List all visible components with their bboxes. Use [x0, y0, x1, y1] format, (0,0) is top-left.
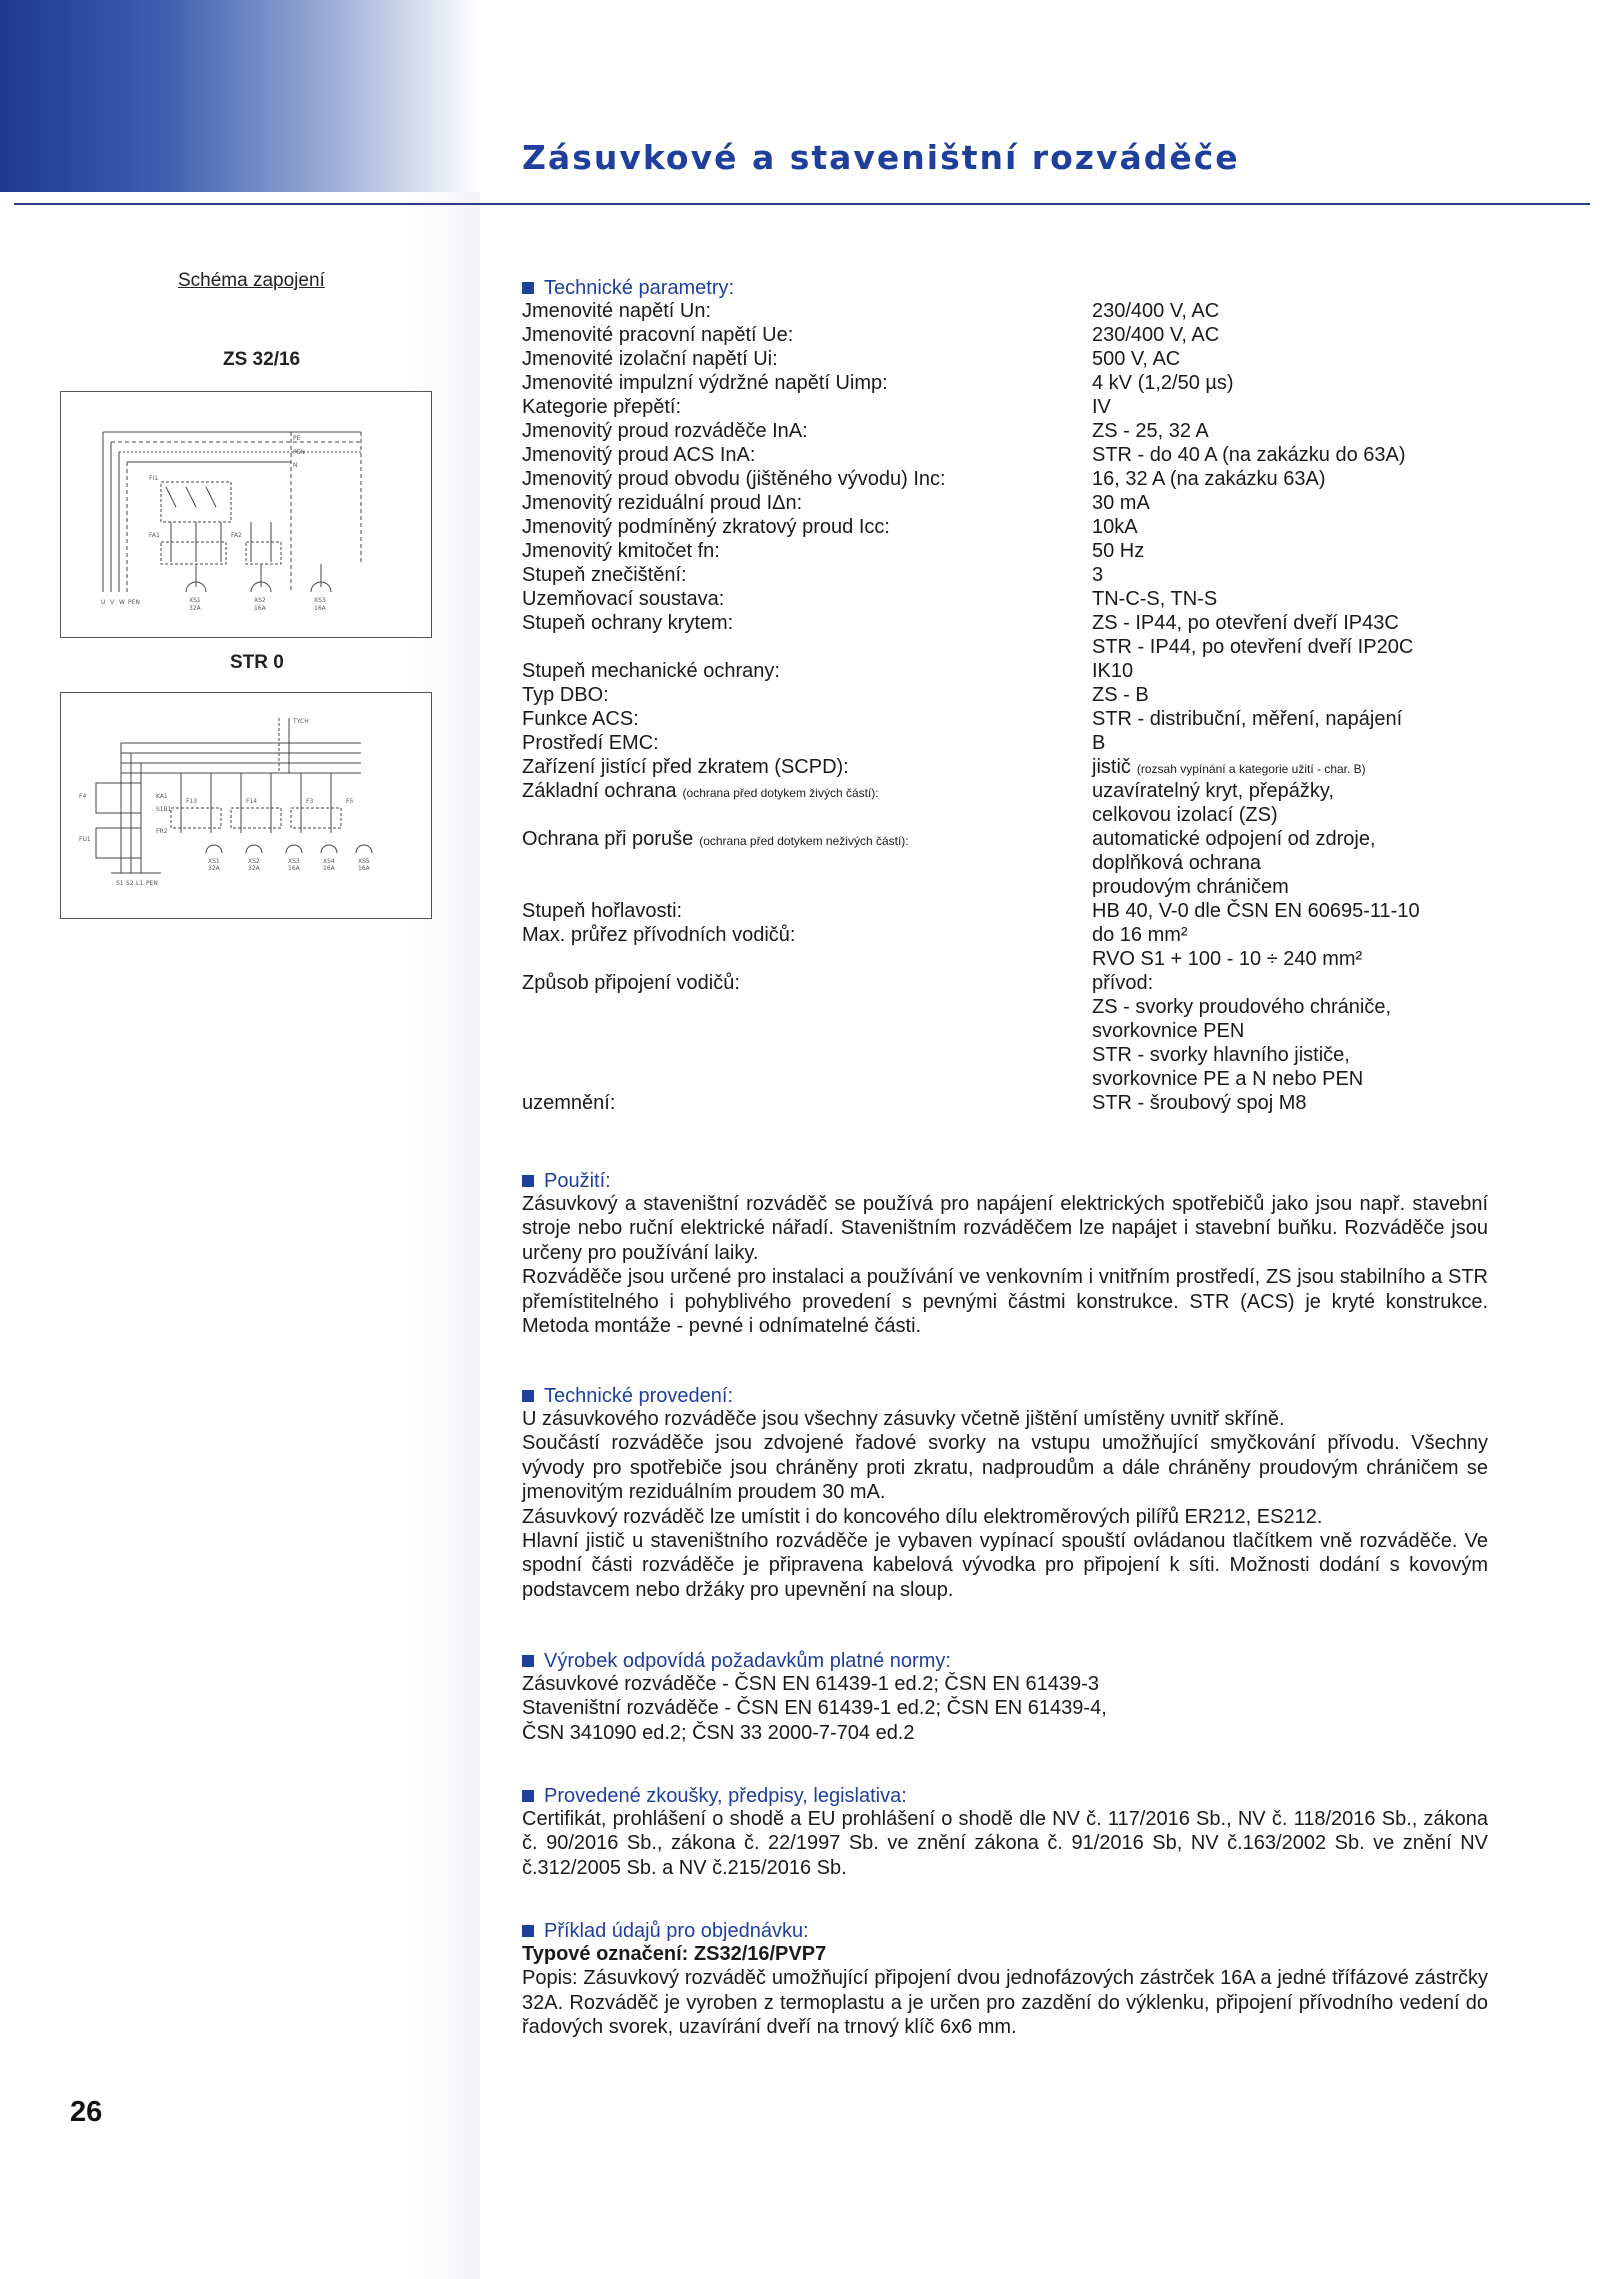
param-label-text: Stupeň mechanické ochrany:: [522, 660, 780, 682]
square-bullet-icon: [522, 1390, 534, 1402]
pouziti-heading: [522, 1170, 1488, 1192]
d2-label-s2: S2: [126, 880, 134, 887]
param-label: [522, 1091, 615, 1115]
param-label-text: Jmenovité napětí Un:: [522, 300, 711, 322]
d2-label-f3: F3: [306, 798, 314, 805]
pouziti-text-1: Zásuvkový a staveništní rozváděč se používá pro napájení elektrických spotřebičů jako jsou např. stavební stroje nebo ruční elektrické nářadí. Staveništním rozváděčem lze napájet i stavební buňku. Rozváděče jsou určeny pro používání laiky.: [522, 1193, 1488, 1264]
d2-label-pen: PEN: [146, 880, 158, 887]
d2-label-tych: TYCH: [293, 718, 309, 725]
param-value: [1092, 923, 1188, 947]
schema-heading: Schéma zapojení: [178, 270, 325, 291]
param-label-text: Stupeň ochrany krytem:: [522, 612, 734, 634]
param-value-text: celkovou izolací (ZS): [1092, 804, 1278, 826]
param-row: [522, 419, 1522, 443]
provedeni-text-3: Zásuvkový rozváděč lze umístit i do koncového dílu elektroměrových pilířů ER212, ES212.: [522, 1505, 1323, 1528]
square-bullet-icon: [522, 1175, 534, 1187]
param-row: [522, 515, 1522, 539]
param-label: [522, 731, 659, 755]
param-value-text: TN-C-S, TN-S: [1092, 588, 1218, 610]
param-value: [1092, 1043, 1350, 1067]
param-value: [1092, 443, 1406, 467]
objednavka-heading-text: Příklad údajů pro objednávku:: [544, 1919, 809, 1942]
param-label-text: Ochrana při poruše: [522, 828, 694, 850]
param-value: [1092, 1019, 1244, 1043]
param-row: [522, 851, 1522, 875]
param-row: [522, 635, 1522, 659]
param-value: [1092, 755, 1366, 781]
param-value-text: IK10: [1092, 660, 1134, 682]
param-value: [1092, 419, 1209, 443]
param-value-text: B: [1092, 732, 1106, 754]
param-value-text: ZS - IP44, po otevření dveří IP43C: [1092, 612, 1399, 634]
d2-label-ka1: KA1: [156, 793, 168, 800]
param-label: [522, 371, 888, 395]
provedeni-heading-text: Technické provedení:: [544, 1384, 734, 1407]
pouziti-heading-text: Použití:: [544, 1169, 611, 1192]
param-label: [522, 395, 681, 419]
zkousky-text: Certifikát, prohlášení o shodě a EU prohlášení o shodě dle NV č. 117/2016 Sb., NV č. 118/2016 Sb., zákona č. 90/2016 Sb., zákona č. 22/1997 Sb. ve znění zákona č. 91/2016 Sb, NV č.163/2002 Sb. ve znění NV č.312/2005 Sb. a NV č.215/2016 Sb.: [522, 1808, 1488, 1879]
param-label: [522, 515, 890, 539]
param-row: [522, 347, 1522, 371]
param-value: [1092, 1067, 1363, 1091]
d1-label-w: W: [119, 599, 125, 606]
param-value: [1092, 899, 1420, 923]
param-label-note: (ochrana před dotykem živých částí):: [682, 786, 879, 800]
param-value-text: ZS - 25, 32 A: [1092, 420, 1209, 442]
param-value-text: 500 V, AC: [1092, 348, 1181, 370]
objednavka-heading: [522, 1920, 1488, 1942]
square-bullet-icon: [522, 1925, 534, 1937]
param-value: [1092, 371, 1234, 395]
param-label-text: Zařízení jistící před zkratem (SCPD):: [522, 756, 849, 778]
normy-line-1: Zásuvkové rozváděče - ČSN EN 61439-1 ed.2; ČSN EN 61439-3: [522, 1673, 1099, 1695]
param-row: [522, 731, 1522, 755]
param-value: [1092, 827, 1376, 851]
wiring-diagram-zs: [60, 391, 432, 638]
param-value-text: 10kA: [1092, 516, 1138, 538]
param-value-text: STR - distribuční, měření, napájení: [1092, 708, 1403, 730]
param-row: [522, 803, 1522, 827]
param-label: [522, 971, 740, 995]
param-label: [522, 347, 778, 371]
param-value: [1092, 587, 1217, 611]
param-value-text: STR - šroubový spoj M8: [1092, 1092, 1307, 1114]
param-value: [1092, 611, 1399, 635]
param-row: [522, 683, 1522, 707]
param-value-text: 50 Hz: [1092, 540, 1145, 562]
param-value-text: 16, 32 A (na zakázku 63A): [1092, 468, 1326, 490]
param-row: [522, 395, 1522, 419]
param-row: [522, 947, 1522, 971]
param-label: [522, 755, 849, 779]
wiring-diagram-zs-svg: [61, 392, 431, 637]
param-row: [522, 1019, 1522, 1043]
param-value: [1092, 779, 1334, 803]
param-value-text: do 16 mm²: [1092, 924, 1188, 946]
param-value: [1092, 491, 1150, 515]
square-bullet-icon: [522, 1655, 534, 1667]
param-value-text: svorkovnice PE a N nebo PEN: [1092, 1068, 1364, 1090]
param-label-text: Základní ochrana: [522, 780, 677, 802]
param-label-text: Max. průřez přívodních vodičů:: [522, 924, 796, 946]
d1-label-v: V: [110, 599, 115, 606]
d2-label-f5: F5: [346, 798, 354, 805]
param-label-text: Prostředí EMC:: [522, 732, 659, 754]
d1-label-xs3: XS3: [314, 597, 326, 604]
param-row: [522, 923, 1522, 947]
param-label-text: Stupeň znečištění:: [522, 564, 687, 586]
param-row: [522, 1043, 1522, 1067]
param-value: [1092, 875, 1289, 899]
provedeni-text-1: U zásuvkového rozváděče jsou všechny zásuvky včetně jištění umístěny uvnitř skříně.: [522, 1408, 1285, 1430]
param-row: [522, 443, 1522, 467]
param-value: [1092, 635, 1413, 659]
param-row: [522, 371, 1522, 395]
d1-label-fi1: FI1: [149, 475, 159, 482]
square-bullet-icon: [522, 1790, 534, 1802]
d1-label-xs1: XS1: [189, 597, 201, 604]
d1-label-pen2: PEN: [128, 599, 140, 606]
param-label: [522, 491, 802, 515]
param-label-text: Způsob připojení vodičů:: [522, 972, 740, 994]
param-value: [1092, 1091, 1307, 1115]
param-value-text: 230/400 V, AC: [1092, 300, 1220, 322]
param-value: [1092, 971, 1153, 995]
param-label: [522, 467, 946, 491]
diagram2-label: STR 0: [230, 652, 284, 673]
param-label-text: Jmenovité pracovní napětí Ue:: [522, 324, 794, 346]
param-label: [522, 779, 879, 805]
d2-label-fu1: FU1: [79, 836, 91, 843]
param-value-text: HB 40, V-0 dle ČSN EN 60695-11-10: [1092, 900, 1420, 922]
d2-label-xs1: XS1: [208, 858, 220, 865]
param-row: [522, 587, 1522, 611]
d1-label-fa1: FA1: [149, 532, 160, 539]
section-provedeni: [522, 1385, 1488, 1602]
param-label-text: Uzemňovací soustava:: [522, 588, 725, 610]
d2-label-xs4-rating: 16A: [323, 865, 335, 872]
param-label: [522, 539, 720, 563]
param-value: [1092, 539, 1144, 563]
param-value: [1092, 683, 1149, 707]
d1-label-xs2-rating: 16A: [254, 605, 266, 612]
d2-label-f4: F4: [79, 793, 87, 800]
param-row: [522, 491, 1522, 515]
param-label-text: uzemnění:: [522, 1092, 616, 1114]
param-label-text: Jmenovitý proud obvodu (jištěného vývodu) Inc:: [522, 468, 946, 490]
param-row: [522, 611, 1522, 635]
param-label: [522, 563, 687, 587]
d1-label-u: U: [101, 599, 106, 606]
param-label-text: Typ DBO:: [522, 684, 609, 706]
param-row: [522, 1091, 1522, 1115]
provedeni-heading: [522, 1385, 1488, 1407]
square-bullet-icon: [522, 282, 534, 294]
title-rule: [14, 203, 1590, 205]
param-value: [1092, 515, 1138, 539]
objednavka-typ: Typové označení: ZS32/16/PVP7: [522, 1943, 827, 1965]
param-label: [522, 899, 682, 923]
d1-label-pen: PEN: [293, 449, 305, 456]
param-value-text: STR - IP44, po otevření dveří IP20C: [1092, 636, 1414, 658]
d2-label-xs2: XS2: [248, 858, 260, 865]
d2-label-s1: S1: [116, 880, 124, 887]
tech-params-rows: [522, 299, 1522, 1115]
d2-label-xs3: XS3: [288, 858, 300, 865]
param-value: [1092, 347, 1180, 371]
param-label-text: Jmenovitý podmíněný zkratový proud Icc:: [522, 516, 890, 538]
d2-label-f14: F14: [246, 798, 258, 805]
normy-heading: [522, 1650, 1488, 1672]
param-label: [522, 923, 795, 947]
tech-params-heading-text: Technické parametry:: [544, 276, 735, 299]
param-row: [522, 659, 1522, 683]
param-label: [522, 299, 711, 323]
param-value: [1092, 323, 1219, 347]
param-row: [522, 539, 1522, 563]
param-value-text: jistič: [1092, 756, 1131, 778]
param-label: [522, 707, 639, 731]
provedeni-text-2: Součástí rozváděče jsou zdvojené řadové svorky na vstupu umožňující smyčkování přívodu. Všechny vývody pro spotřebiče jsou chráněny proti zkratu, nadproudům a dále chráněny proudovým chráničem se jmenovitým reziduálním proudem 30 mA.: [522, 1432, 1488, 1504]
d2-label-xs1-rating: 32A: [208, 865, 220, 872]
section-zkousky: [522, 1785, 1488, 1880]
param-value-text: STR - do 40 A (na zakázku do 63A): [1092, 444, 1406, 466]
d2-label-xs4: XS4: [323, 858, 335, 865]
param-value-text: ZS - svorky proudového chrániče,: [1092, 996, 1392, 1018]
normy-heading-text: Výrobek odpovídá požadavkům platné normy:: [544, 1649, 951, 1672]
param-row: [522, 467, 1522, 491]
param-label: [522, 611, 733, 635]
objednavka-popis: Popis: Zásuvkový rozváděč umožňující připojení dvou jednofázových zástrček 16A a jedné třífázové zástrčky 32A. Rozváděč je vyroben z termoplastu a je určen pro zazdění do výklenku, připojení přívodního vedení do řadových svorek, uzavírání dveří na trnový klíč 6x6 mm.: [522, 1967, 1488, 2039]
param-label: [522, 587, 724, 611]
param-label: [522, 323, 793, 347]
normy-line-3: ČSN 341090 ed.2; ČSN 33 2000-7-704 ed.2: [522, 1721, 915, 1744]
zkousky-heading: [522, 1785, 1488, 1807]
param-label: [522, 419, 808, 443]
provedeni-text-4: Hlavní jistič u staveništního rozváděče je vybaven vypínací spouští ovládanou tlačítkem vně rozváděče. Ve spodní části rozváděče je připravena kabelová vývodka pro připojení k síti. Možnosti dodání s kovovým podstavcem nebo držáky pro upevnění na sloup.: [522, 1530, 1488, 1601]
param-value: [1092, 395, 1111, 419]
param-label-text: Jmenovitý kmitočet fn:: [522, 540, 720, 562]
param-value: [1092, 803, 1278, 827]
param-label-text: Stupeň hořlavosti:: [522, 900, 683, 922]
param-label-note: (ochrana před dotykem neživých částí):: [699, 834, 909, 848]
param-value: [1092, 995, 1391, 1019]
d1-label-n: N: [293, 462, 298, 469]
param-value-text: 4 kV (1,2/50 µs): [1092, 372, 1234, 394]
param-value-text: 230/400 V, AC: [1092, 324, 1220, 346]
page-title: Zásuvkové a staveništní rozváděče: [522, 138, 1240, 177]
param-value-text: uzavíratelný kryt, přepážky,: [1092, 780, 1334, 802]
param-value-text: ZS - B: [1092, 684, 1149, 706]
param-value-text: 30 mA: [1092, 492, 1150, 514]
section-objednavka: [522, 1920, 1488, 2040]
param-value: [1092, 563, 1103, 587]
param-row: [522, 299, 1522, 323]
section-pouziti: [522, 1170, 1488, 1338]
d2-label-fr2: FR2: [156, 828, 168, 835]
param-row: [522, 995, 1522, 1019]
param-value: [1092, 707, 1402, 731]
param-row: [522, 323, 1522, 347]
param-label-text: Kategorie přepětí:: [522, 396, 681, 418]
pouziti-text-2: Rozváděče jsou určené pro instalaci a používání ve venkovním i vnitřním prostředí, ZS jsou stabilního a STR přemístitelného i pohyblivého provedení s pevnými částmi konstrukce. STR (ACS) je kryté konstrukce. Metoda montáže - pevné i odnímatelné části.: [522, 1266, 1488, 1338]
param-row: [522, 1067, 1522, 1091]
d2-label-xs5: XS5: [358, 858, 370, 865]
param-row: [522, 827, 1522, 851]
param-row: [522, 707, 1522, 731]
param-label-text: Jmenovité impulzní výdržné napětí Uimp:: [522, 372, 888, 394]
param-value-text: přívod:: [1092, 972, 1154, 994]
param-value: [1092, 659, 1133, 683]
wiring-diagram-str: [60, 692, 432, 919]
section-normy: [522, 1650, 1488, 1745]
param-label: [522, 827, 909, 853]
param-value-text: STR - svorky hlavního jističe,: [1092, 1044, 1350, 1066]
param-value: [1092, 947, 1362, 971]
d1-label-pe: PE: [293, 435, 301, 442]
param-row: [522, 779, 1522, 803]
d2-label-xs3-rating: 16A: [288, 865, 300, 872]
d2-label-s1b1: S1B1: [156, 806, 172, 813]
param-value-text: proudovým chráničem: [1092, 876, 1289, 898]
param-value: [1092, 299, 1219, 323]
param-value-text: 3: [1092, 564, 1104, 586]
param-label-text: Funkce ACS:: [522, 708, 639, 730]
param-row: [522, 563, 1522, 587]
param-row: [522, 971, 1522, 995]
tech-params: [522, 277, 1522, 1115]
param-value-text: doplňková ochrana: [1092, 852, 1262, 874]
normy-line-2: Staveništní rozváděče - ČSN EN 61439-1 ed.2; ČSN EN 61439-4,: [522, 1697, 1107, 1720]
d2-label-f13: F13: [186, 798, 198, 805]
corner-gradient-decoration: [0, 0, 480, 192]
zkousky-heading-text: Provedené zkoušky, předpisy, legislativa:: [544, 1784, 907, 1807]
param-label: [522, 659, 780, 683]
tech-params-heading: [522, 277, 1522, 299]
param-value-text: IV: [1092, 396, 1111, 418]
param-label: [522, 443, 755, 467]
param-value: [1092, 851, 1261, 875]
param-row: [522, 899, 1522, 923]
param-label: [522, 683, 609, 707]
param-value: [1092, 731, 1105, 755]
d2-label-xs5-rating: 16A: [358, 865, 370, 872]
page-number: 26: [70, 2096, 103, 2128]
param-label-text: Jmenovitý proud rozváděče InA:: [522, 420, 808, 442]
d1-label-fa2: FA2: [231, 532, 242, 539]
param-label-text: Jmenovitý proud ACS InA:: [522, 444, 756, 466]
param-label-text: Jmenovitý reziduální proud IΔn:: [522, 492, 803, 514]
param-value-text: svorkovnice PEN: [1092, 1020, 1245, 1042]
d2-label-xs2-rating: 32A: [248, 865, 260, 872]
param-value: [1092, 467, 1326, 491]
param-label-text: Jmenovité izolační napětí Ui:: [522, 348, 778, 370]
param-value-text: automatické odpojení od zdroje,: [1092, 828, 1376, 850]
param-value-note: (rozsah vypínání a kategorie užití - char. B): [1136, 762, 1366, 776]
param-row: [522, 755, 1522, 779]
d1-label-xs2: XS2: [254, 597, 266, 604]
param-value-text: RVO S1 + 100 - 10 ÷ 240 mm²: [1092, 948, 1363, 970]
d1-label-xs3-rating: 16A: [314, 605, 326, 612]
param-row: [522, 875, 1522, 899]
diagram1-label: ZS 32/16: [223, 349, 301, 370]
d1-label-xs1-rating: 32A: [189, 605, 201, 612]
d2-label-l1: L1: [136, 880, 144, 887]
wiring-diagram-str-svg: [61, 693, 431, 918]
